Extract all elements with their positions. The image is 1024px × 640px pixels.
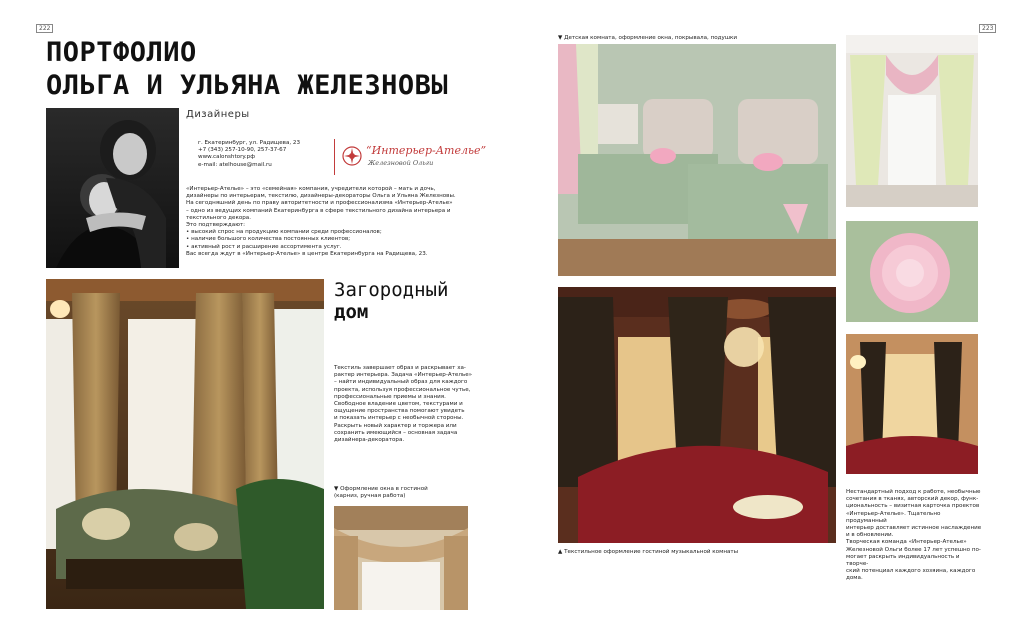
body-line: проекта, используя профессиональное чутье, <box>334 386 471 393</box>
intro-line: • высокий спрос на продукцию компании среди профессионалов; <box>186 229 382 236</box>
living-room-photo <box>46 279 324 609</box>
contacts-divider <box>334 139 335 175</box>
body-line: интерьер доставляет истинное наслаждение <box>846 525 982 532</box>
music-room-photo <box>558 287 836 543</box>
body-line: «Интерьер-Ателье». Тщательно продуманный <box>846 510 941 524</box>
contact-email[interactable]: e-mail: atelhouse@mail.ru <box>198 161 272 168</box>
body-line: ский потенциал каждого хозяина, каждого <box>846 568 976 575</box>
body-line: Текстиль завершает образ и раскрывает ха- <box>334 365 466 371</box>
intro-line: – одно из ведущих компаний Екатеринбурга в сфере текстильного дизайна интерьера и <box>186 207 451 214</box>
intro-line: На сегодняшний день по праву авторитетности и профессионализма «Интерьер-Ателье» <box>186 200 453 207</box>
logo-subtitle: Железновой Ольги <box>368 159 434 167</box>
designers-portrait <box>46 108 179 268</box>
contacts-block <box>198 140 328 169</box>
body-line: и в обновлении. <box>846 532 894 539</box>
rosette-icon <box>342 146 362 166</box>
section-body <box>334 365 484 444</box>
contact-phone: +7 (343) 257-10-90, 257-37-67 <box>198 147 287 154</box>
pink-cushion-photo <box>846 221 978 322</box>
section-title-line2: дом <box>334 301 369 323</box>
page-title-line2: ОЛЬГА И УЛЬЯНА ЖЕЛЕЗНОВЫ <box>46 70 449 101</box>
caption-music-room: ▲ Текстильное оформление гостиной музыкальной комнаты <box>558 549 739 555</box>
window-cornice-photo <box>334 506 468 610</box>
body-line: дизайнера-декоратора. <box>334 437 405 444</box>
company-logo <box>342 144 487 174</box>
body-line: дома. <box>846 575 863 582</box>
bedroom-window-photo <box>846 35 978 207</box>
right-body <box>846 489 982 583</box>
page-title <box>46 36 516 102</box>
body-line: циональность – визитная карточка проектов <box>846 503 980 510</box>
designers-label: Дизайнеры <box>186 109 250 120</box>
intro-line: Вас всегда ждут в «Интерьер-Ателье» в центре Екатеринбурга на Радищева, 23. <box>186 250 428 257</box>
page-number-right: 223 <box>979 24 996 33</box>
kids-room-photo <box>558 44 836 276</box>
caption-kids-room: ▼ Детская комната, оформление окна, покрывала, подушки <box>558 35 737 41</box>
intro-line: дизайнеры по интерьерам, текстилю, дизайнеры-декораторы Ольга и Ульяна Железновы. <box>186 193 456 200</box>
intro-line: • активный рост и расширение ассортимента услуг. <box>186 243 342 250</box>
body-line: Нестандартный подход к работе, необычные <box>846 489 981 495</box>
intro-line: «Интерьер-Ателье» – это «семейная» компания, учредители которой – мать и дочь, <box>186 186 436 192</box>
caption-window <box>334 486 474 500</box>
section-title <box>334 279 448 323</box>
body-line: сочетания в тканях, авторский декор, функ- <box>846 496 979 503</box>
page-title-line1: ПОРТФОЛИО <box>46 37 197 68</box>
body-line: ощущение пространства помогают увидеть <box>334 408 465 415</box>
body-line: и показать интерьер с необычной стороны. <box>334 415 464 422</box>
body-line: сохранить имеющийся – основная задача <box>334 429 458 436</box>
body-line: Раскрыть новый характер и торжера или <box>334 422 457 429</box>
intro-text <box>186 186 486 258</box>
section-title-line1: Загородный <box>334 279 449 301</box>
body-line: Творческая команда «Интерьер-Ателье» <box>846 539 967 546</box>
contact-address: г. Екатеринбург, ул. Радищева, 23 <box>198 140 301 146</box>
body-line: рактер интерьера. Задача «Интерьер-Ателье» <box>334 372 473 379</box>
intro-line: Это подтверждают: <box>186 222 246 229</box>
body-line: Железновой Ольги более 17 лет успешно по- <box>846 546 981 553</box>
page-number-left: 222 <box>36 24 53 33</box>
body-line: могает раскрыть индивидуальность и творче- <box>846 553 960 568</box>
body-line: – найти индивидуальный образ для каждого <box>334 379 468 386</box>
bedroom-curtains-photo <box>846 334 978 474</box>
logo-name: “Интерьер-Ателье” <box>366 144 487 157</box>
caption-window-line1: ▼ Оформление окна в гостиной <box>334 486 428 492</box>
contact-website[interactable]: www.сalonshtory.рф <box>198 154 256 161</box>
body-line: профессиональные приемы и знания. <box>334 393 446 400</box>
intro-line: текстильного декора. <box>186 214 252 221</box>
intro-line: • наличие большого количества постоянных клиентов; <box>186 236 351 243</box>
caption-window-line2: (карниз, ручная работа) <box>334 493 406 499</box>
body-line: Свободное владение цветом, текстурами и <box>334 401 463 408</box>
